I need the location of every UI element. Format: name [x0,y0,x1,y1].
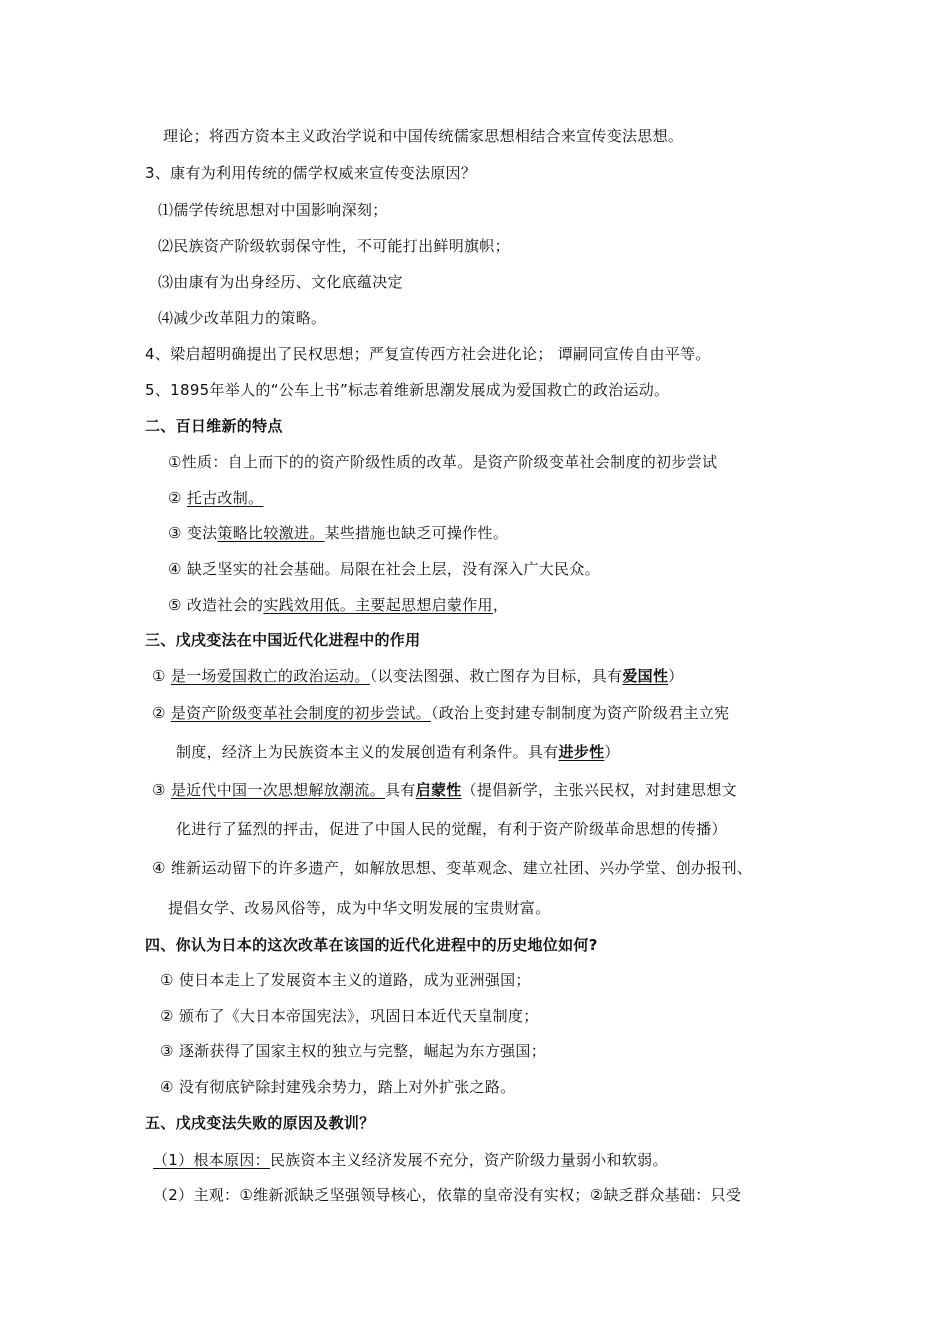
feature-4: ④ 缺乏坚实的社会基础。局限在社会上层，没有深入广大民众。 [168,560,600,578]
role-2-note: （政治上变封建专制制度为资产阶级君主立宪 [430,704,730,722]
role-3-underlined: 是近代中国一次思想解放潮流。 [170,781,386,799]
role-2-num: ② [152,704,171,722]
text-line: 理论；将西方资本主义政治学说和中国传统儒家思想相结合来宣传变法思想。 [163,127,684,145]
section-heading-3: 三、戊戌变法在中国近代化进程中的作用 [145,631,421,649]
feature-2 [168,488,263,508]
feature-2-underlined: 托古改制。 [186,489,264,507]
status-3: ③ 逐渐获得了国家主权的独立与完整，崛起为东方强国； [160,1042,547,1060]
feature-5-lead: ⑤ 改造社会的 [168,596,264,614]
section-heading-5: 五、戊戌变法失败的原因及教训？ [145,1114,375,1132]
role-1-note: （以变法图强、救亡图存为目标，具有 [369,667,623,685]
status-1: ① 使日本走上了发展资本主义的道路，成为亚洲强国； [160,971,531,989]
question-3: 3、康有为利用传统的儒学权威来宣传变法原因？ [145,164,477,182]
status-2: ② 颁布了《大日本帝国宪法》，巩固日本近代天皇制度； [160,1007,539,1025]
role-3-mid: 具有 [385,781,416,799]
reason-1: ⑴儒学传统思想对中国影响深刻； [158,201,388,219]
reason-4: ⑷减少改革阻力的策略。 [158,309,327,327]
role-2-close: ） [604,743,620,761]
role-4: ④ 维新运动留下的许多遗产，如解放思想、变革观念、建立社团、兴办学堂、创办报刊、 [152,859,753,877]
role-3-cont: 化进行了猛烈的抨击，促进了中国人民的觉醒，有利于资产阶级革命思想的传播） [176,820,727,838]
role-2-underlined: 是资产阶级变革社会制度的初步尝试。 [170,704,431,722]
point-4: 4、梁启超明确提出了民权思想；严复宣传西方社会进化论； 谭嗣同宣传自由平等。 [145,345,711,363]
feature-5-underlined: 实践效用低。主要起思想启蒙作用 [263,596,493,614]
role-2-cont-text: 制度，经济上为民族资本主义的发展创造有利条件。具有 [176,743,559,761]
role-3-keyword: 启蒙性 [415,781,462,799]
section-heading-2: 二、百日维新的特点 [145,417,283,435]
feature-3 [168,523,508,543]
role-1-close: ） [668,667,684,685]
role-4-cont: 提倡女学、改易风俗等，成为中华文明发展的宝贵财富。 [168,899,551,917]
section-heading-4: 四、你认为日本的这次改革在该国的近代化进程中的历史地位如何? [145,936,598,954]
role-2-cont [176,742,620,762]
feature-3-tail: 某些措施也缺乏可操作性。 [324,524,509,542]
role-3-num: ③ [152,781,171,799]
feature-3-lead: ③ 变法 [168,524,218,542]
cause-2: （2）主观：①维新派缺乏坚强领导核心，依靠的皇帝没有实权；②缺乏群众基础：只受 [153,1186,742,1204]
role-1-underlined: 是一场爱国救亡的政治运动。 [170,667,370,685]
role-1-num: ① [152,667,171,685]
cause-1-label: （1）根本原因： [153,1151,270,1169]
cause-1 [153,1150,668,1170]
feature-5 [168,595,508,615]
role-1-keyword: 爱国性 [622,667,669,685]
feature-2-num: ② [168,489,187,507]
reason-3: ⑶由康有为出身经历、文化底蕴决定 [158,273,403,291]
feature-3-underlined: 策略比较激进。 [217,524,325,542]
role-2 [152,703,729,723]
point-5: 5、1895年举人的“公车上书”标志着维新思潮发展成为爱国救亡的政治运动。 [145,381,670,399]
feature-1: ①性质：自上而下的的资产阶级性质的改革。是资产阶级变革社会制度的初步尝试 [168,453,718,471]
role-2-keyword: 进步性 [558,743,605,761]
role-1 [152,666,684,686]
role-3-note: （提倡新学，主张兴民权，对封建思想文 [461,781,737,799]
role-3 [152,780,737,800]
reason-2: ⑵民族资产阶级软弱保守性，不可能打出鲜明旗帜； [158,237,510,255]
feature-5-tail: ， [492,596,509,614]
cause-1-text: 民族资本主义经济发展不充分，资产阶级力量弱小和软弱。 [269,1151,668,1169]
status-4: ④ 没有彻底铲除封建残余势力，踏上对外扩张之路。 [160,1078,516,1096]
